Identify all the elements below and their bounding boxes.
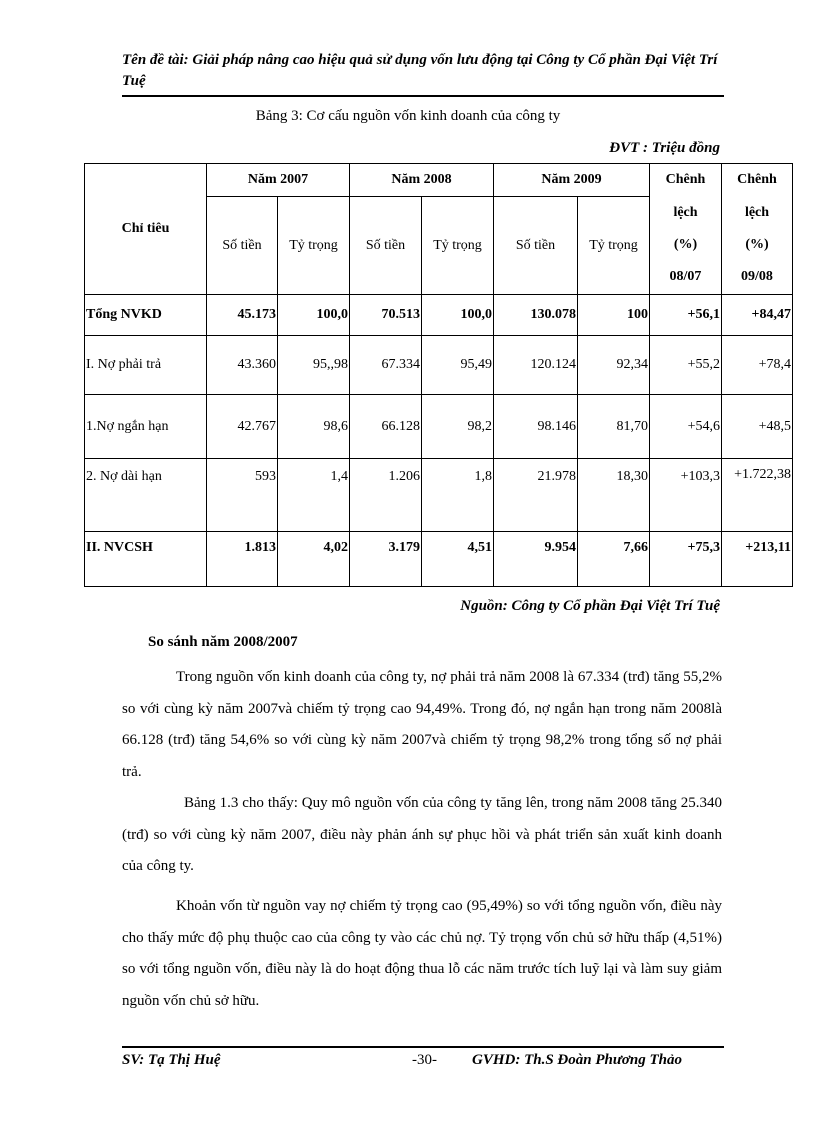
cell-share-2007: 100,0	[278, 295, 350, 336]
cell-amount-2008: 66.128	[350, 395, 422, 459]
cell-share-2008: 98,2	[422, 395, 494, 459]
analysis-paragraph-1: Trong nguồn vốn kinh doanh của công ty, nợ phải trả năm 2008 là 67.334 (trđ) tăng 55,2% so với cùng kỳ năm 2007và chiếm tỷ trọng cao 94,49%. Trong đó, nợ ngắn hạn trong năm 2008là 66.128 (trđ) tăng 54,6% so với cùng kỳ năm 2007và chiếm tỷ trọng 98,2% trong tổng số nợ phải trả.	[122, 669, 722, 780]
cell-share-2008: 4,51	[422, 532, 494, 587]
table-row	[85, 459, 793, 532]
table-source: Nguồn: Công ty Cổ phần Đại Việt Trí Tuệ	[460, 598, 720, 614]
header-amount-2007: Số tiền	[207, 197, 278, 295]
cell-amount-2009: 21.978	[494, 459, 578, 532]
row-label: 2. Nợ dài hạn	[85, 459, 207, 532]
cell-amount-2009: 130.078	[494, 295, 578, 336]
table-row	[85, 395, 793, 459]
header-indicator: Chỉ tiêu	[85, 164, 207, 295]
cell-amount-2008: 3.179	[350, 532, 422, 587]
cell-share-2007: 1,4	[278, 459, 350, 532]
capital-structure-table	[84, 163, 793, 587]
header-year-2008: Năm 2008	[350, 164, 494, 197]
cell-diff-0908: +84,47	[722, 295, 793, 336]
cell-amount-2008: 70.513	[350, 295, 422, 336]
section-subheading: So sánh năm 2008/2007	[148, 634, 298, 650]
cell-amount-2007: 45.173	[207, 295, 278, 336]
header-diff-0908-line2: lệch	[744, 204, 770, 220]
cell-diff-0807: +56,1	[650, 295, 722, 336]
table-unit: ĐVT : Triệu đồng	[609, 140, 720, 156]
cell-share-2007: 4,02	[278, 532, 350, 587]
header-divider	[122, 95, 724, 97]
table-row	[85, 532, 793, 587]
cell-diff-0908: +213,11	[722, 532, 793, 587]
cell-amount-2007: 1.813	[207, 532, 278, 587]
cell-amount-2007: 593	[207, 459, 278, 532]
cell-share-2008: 95,49	[422, 336, 494, 395]
page-number: -30-	[412, 1052, 437, 1068]
header-year-2009: Năm 2009	[494, 164, 650, 197]
header-diff-0807-line1: Chênh	[650, 164, 722, 197]
row-label: Tổng NVKD	[85, 295, 207, 336]
analysis-paragraph-2: Bảng 1.3 cho thấy: Quy mô nguồn vốn của công ty tăng lên, trong năm 2008 tăng 25.340 (trđ) so với cùng kỳ năm 2007, điều này phản ánh sự phục hồi và phát triển sản xuất kinh doanh của công ty.	[122, 795, 722, 874]
cell-amount-2008: 1.206	[350, 459, 422, 532]
header-year-2007: Năm 2007	[207, 164, 350, 197]
cell-share-2009: 81,70	[578, 395, 650, 459]
footer-divider	[122, 1046, 724, 1048]
row-label: 1.Nợ ngắn hạn	[85, 395, 207, 459]
document-header-title: Tên đề tài: Giải pháp nâng cao hiệu quả sử dụng vốn lưu động tại Công ty Cổ phần Đại Việt Trí Tuệ	[122, 52, 718, 89]
cell-share-2009: 92,34	[578, 336, 650, 395]
row-label: II. NVCSH	[85, 532, 207, 587]
cell-diff-0807: +103,3	[650, 459, 722, 532]
header-amount-2009: Số tiền	[494, 197, 578, 295]
row-label: I. Nợ phải trả	[85, 336, 207, 395]
footer-advisor: GVHD: Th.S Đoàn Phương Thảo	[472, 1052, 682, 1068]
cell-diff-0908: +48,5	[722, 395, 793, 459]
header-diff-0908-line3: (%)	[745, 236, 769, 252]
table-row	[85, 295, 793, 336]
cell-amount-2008: 67.334	[350, 336, 422, 395]
cell-share-2009: 7,66	[578, 532, 650, 587]
cell-share-2009: 18,30	[578, 459, 650, 532]
header-share-2008: Tỷ trọng	[422, 197, 494, 295]
header-share-2007: Tỷ trọng	[278, 197, 350, 295]
header-share-2009: Tỷ trọng	[578, 197, 650, 295]
table-row	[85, 336, 793, 395]
header-amount-2008: Số tiền	[350, 197, 422, 295]
header-diff-0908-line4: 09/08	[741, 268, 773, 284]
cell-share-2008: 100,0	[422, 295, 494, 336]
cell-diff-0908: +78,4	[722, 336, 793, 395]
footer-student: SV: Tạ Thị Huệ	[122, 1052, 221, 1068]
header-diff-0908-rest	[722, 197, 793, 295]
cell-amount-2007: 42.767	[207, 395, 278, 459]
table-title: Bảng 3: Cơ cấu nguồn vốn kinh doanh của công ty	[255, 108, 561, 124]
header-diff-0807-rest	[650, 197, 722, 295]
analysis-paragraph-3: Khoản vốn từ nguồn vay nợ chiếm tỷ trọng cao (95,49%) so với tổng nguồn vốn, điều này cho thấy mức độ phụ thuộc cao của công ty vào các chủ nợ. Tỷ trọng vốn chủ sở hữu thấp (4,51%) so với tổng nguồn vốn, điều này là do hoạt động thua lỗ các năm trước tích luỹ lại và làm suy giảm nguồn vốn chủ sở hữu.	[122, 898, 722, 1009]
cell-diff-0807: +75,3	[650, 532, 722, 587]
cell-amount-2009: 9.954	[494, 532, 578, 587]
cell-diff-0908: +1.722,38	[722, 459, 793, 532]
header-diff-0807-line2: lệch	[673, 204, 698, 220]
cell-diff-0807: +54,6	[650, 395, 722, 459]
cell-amount-2007: 43.360	[207, 336, 278, 395]
cell-amount-2009: 120.124	[494, 336, 578, 395]
cell-share-2009: 100	[578, 295, 650, 336]
cell-share-2008: 1,8	[422, 459, 494, 532]
header-diff-0807-line4: 08/07	[669, 268, 702, 284]
cell-amount-2009: 98.146	[494, 395, 578, 459]
header-diff-0908-line1: Chênh	[722, 164, 793, 197]
table-header-row-years	[85, 164, 793, 197]
header-diff-0807-line3: (%)	[673, 236, 698, 252]
cell-share-2007: 95,,98	[278, 336, 350, 395]
cell-share-2007: 98,6	[278, 395, 350, 459]
cell-diff-0807: +55,2	[650, 336, 722, 395]
